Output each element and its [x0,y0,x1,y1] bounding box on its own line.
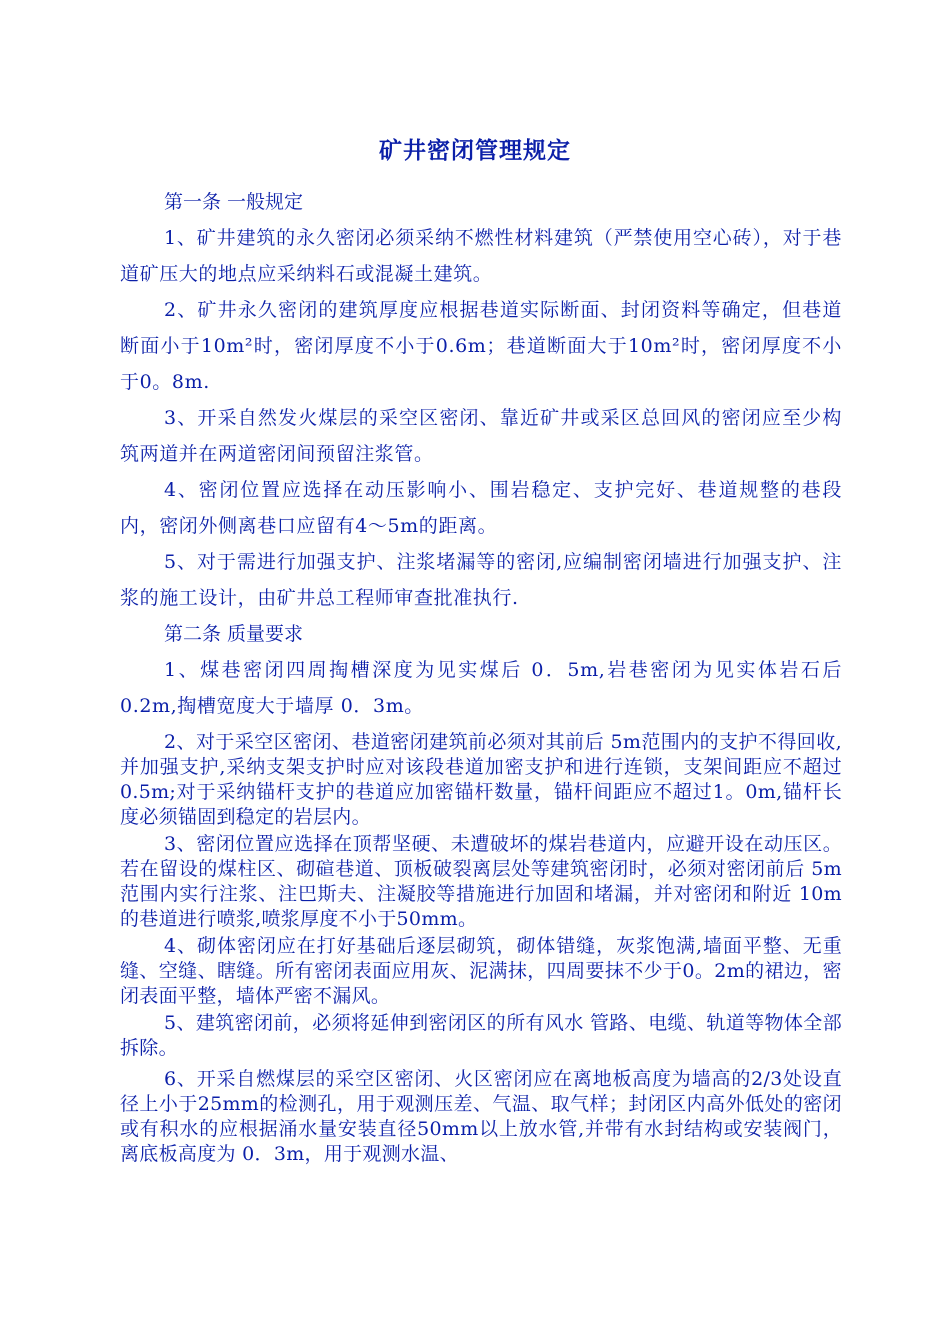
paragraph: 4、密闭位置应选择在动压影响小、围岩稳定、支护完好、巷道规整的巷段内，密闭外侧离巷口应留有4～5m的距离。 [120,479,842,537]
paragraph: 1、煤巷密闭四周掏槽深度为见实煤后 0．5m,岩巷密闭为见实体岩石后 0.2m,掏槽宽度大于墙厚 0．3m。 [120,659,842,717]
paragraph: 2、矿井永久密闭的建筑厚度应根据巷道实际断面、封闭资料等确定，但巷道断面小于10m²时，密闭厚度不小于0.6m；巷道断面大于10m²时，密闭厚度不小于0。8m. [120,299,842,393]
document-title: 矿井密闭管理规定 [379,137,571,164]
paragraph: 3、开采自然发火煤层的采空区密闭、靠近矿井或采区总回风的密闭应至少构筑两道并在两道密闭间预留注浆管。 [120,407,842,465]
paragraph: 1、矿井建筑的永久密闭必须采纳不燃性材料建筑（严禁使用空心砖），对于巷道矿压大的地点应采纳料石或混凝土建筑。 [120,227,842,285]
section-heading-general: 第一条 一般规定 [164,191,304,213]
paragraph: 2、对于采空区密闭、巷道密闭建筑前必须对其前后 5m范围内的支护不得回收,并加强支护,采纳支架支护时应对该段巷道加密支护和进行连锁，支架间距应不超过0.5m;对于采纳锚杆支护的巷道应加密锚杆数量，锚杆间距应不超过1。0m,锚杆长度必须锚固到稳定的岩层内。 [120,731,842,828]
document-body [120,184,842,1167]
paragraph: 5、对于需进行加强支护、注浆堵漏等的密闭,应编制密闭墙进行加强支护、注浆的施工设计，由矿井总工程师审查批准执行. [120,551,842,609]
paragraph: 5、建筑密闭前，必须将延伸到密闭区的所有风水 管路、电缆、轨道等物体全部拆除。 [120,1012,842,1059]
section-heading-quality: 第二条 质量要求 [164,623,304,645]
paragraph: 6、开采自燃煤层的采空区密闭、火区密闭应在离地板高度为墙高的2/3处设直径上小于25mm的检测孔，用于观测压差、气温、取气样；封闭区内高外低处的密闭或有积水的应根据涌水量安装直径50mm以上放水管,并带有水封结构或安装阀门，离底板高度为 0．3m，用于观测水温、 [120,1068,842,1165]
paragraph: 4、砌体密闭应在打好基础后逐层砌筑，砌体错缝，灰浆饱满,墙面平整、无重缝、空缝、瞎缝。所有密闭表面应用灰、泥满抹，四周要抹不少于0。2m的裙边，密闭表面平整，墙体严密不漏风。 [120,935,842,1007]
paragraph: 3、密闭位置应选择在顶帮坚硬、未遭破坏的煤岩巷道内，应避开设在动压区。若在留设的煤柱区、砌碹巷道、顶板破裂离层处等建筑密闭时，必须对密闭前后 5m范围内实行注浆、注巴斯夫、注凝胶等措施进行加固和堵漏，并对密闭和附近 10m的巷道进行喷浆,喷浆厚度不小于50mm。 [120,833,842,930]
